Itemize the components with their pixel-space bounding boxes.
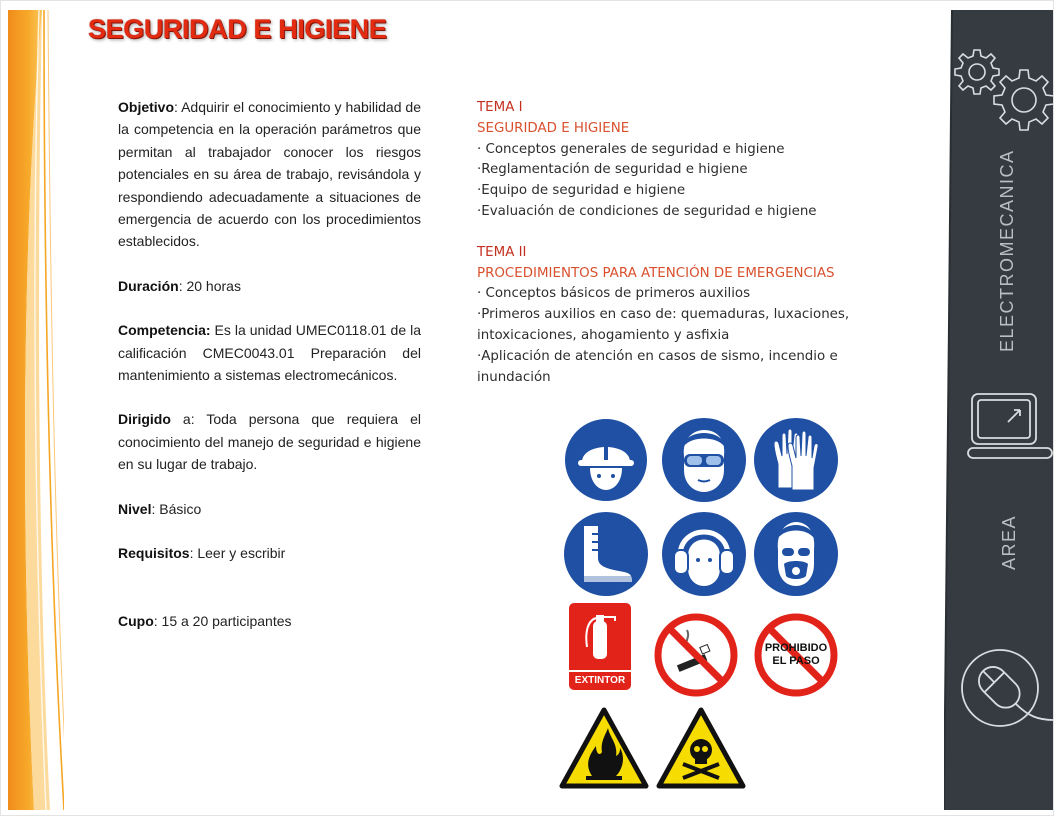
gloves-sign-icon — [752, 416, 840, 504]
laptop-icon — [964, 392, 1054, 472]
respirator-sign-icon — [752, 510, 840, 598]
list-item: ·Evaluación de condiciones de seguridad e higiene — [477, 203, 817, 219]
extinguisher-label: EXTINTOR — [569, 670, 631, 686]
duracion-text: : 20 horas — [178, 277, 241, 294]
no-entry-label-line1: PROHIBIDO — [764, 642, 828, 654]
objetivo-label: Objetivo — [118, 99, 175, 115]
gears-icon — [954, 42, 1054, 162]
sidebar-area-label: AREA — [999, 514, 1019, 570]
page-title: SEGURIDAD E HIGIENE — [88, 14, 387, 44]
tema1-heading: TEMA I — [477, 100, 523, 115]
tema1-title: SEGURIDAD E HIGIENE — [477, 120, 630, 136]
sidebar — [944, 10, 1054, 810]
dirigido-text: a: Toda persona que requiera el conocimiento del manejo de seguridad e higiene en su lugar de trabajo. — [118, 411, 421, 473]
computer-mouse-icon — [958, 640, 1054, 750]
list-item: · Conceptos generales de seguridad e higiene — [477, 141, 785, 157]
nivel-label: Nivel — [118, 500, 152, 517]
safety-goggles-sign-icon — [660, 416, 748, 504]
duracion-paragraph — [118, 275, 421, 297]
sidebar-vertical-label: ELECTROMECANICA — [997, 149, 1017, 352]
safety-boots-sign-icon — [562, 510, 650, 598]
ear-protection-sign-icon — [660, 510, 748, 598]
list-item: ·Primeros auxilios en caso de: quemaduras, luxaciones, intoxicaciones, ahogamiento y asfixia — [477, 307, 850, 343]
requisitos-text: : Leer y escribir — [189, 545, 286, 562]
flammable-warning-sign-icon — [558, 706, 650, 790]
dirigido-paragraph — [118, 408, 421, 475]
duracion-label: Duración — [118, 277, 179, 294]
fire-extinguisher-icon — [569, 603, 631, 665]
toxic-warning-sign-icon — [655, 706, 747, 790]
cupo-paragraph — [118, 610, 421, 632]
list-item: ·Reglamentación de seguridad e higiene — [477, 162, 748, 178]
course-info — [118, 96, 421, 632]
nivel-paragraph — [118, 498, 421, 520]
list-item: · Conceptos básicos de primeros auxilios — [477, 286, 751, 302]
objetivo-text: : Adquirir el conocimiento y habilidad de la competencia en la operación parámetros que permitan al trabajador conocer los riesgos potenciales en su área de trabajo, revisándola y respondiendo adecuadamente a situaciones de emergencia de acuerdo con los procedimientos establecidos. — [118, 99, 421, 250]
dirigido-label: Dirigido — [118, 411, 171, 428]
cupo-text: : 15 a 20 participantes — [153, 612, 292, 629]
left-decorative-band — [8, 10, 64, 810]
no-entry-label-line2: EL PASO — [772, 655, 820, 667]
list-item: ·Equipo de seguridad e higiene — [477, 183, 686, 199]
nivel-text: : Básico — [151, 500, 202, 517]
no-entry-sign — [752, 612, 840, 698]
extinguisher-sign — [569, 603, 631, 690]
requisitos-paragraph — [118, 542, 421, 564]
list-item: ·Aplicación de atención en casos de sismo, incendio e inundación — [477, 348, 838, 385]
cupo-label: Cupo — [118, 612, 154, 629]
syllabus — [477, 98, 877, 388]
hard-hat-sign-icon — [562, 416, 650, 504]
competencia-paragraph — [118, 319, 421, 386]
tema2-heading: TEMA II — [477, 244, 527, 260]
competencia-text: Es la unidad UMEC0118.01 de la calificación CMEC0043.01 Preparación del mantenimiento a sistemas electromecánicos. — [118, 322, 421, 384]
tema2-title: PROCEDIMIENTOS PARA ATENCIÓN DE EMERGENCIAS — [477, 265, 835, 281]
objetivo-paragraph — [118, 96, 421, 253]
competencia-label: Competencia: — [118, 322, 211, 339]
no-smoking-sign-icon — [653, 612, 739, 698]
requisitos-label: Requisitos — [118, 545, 190, 562]
